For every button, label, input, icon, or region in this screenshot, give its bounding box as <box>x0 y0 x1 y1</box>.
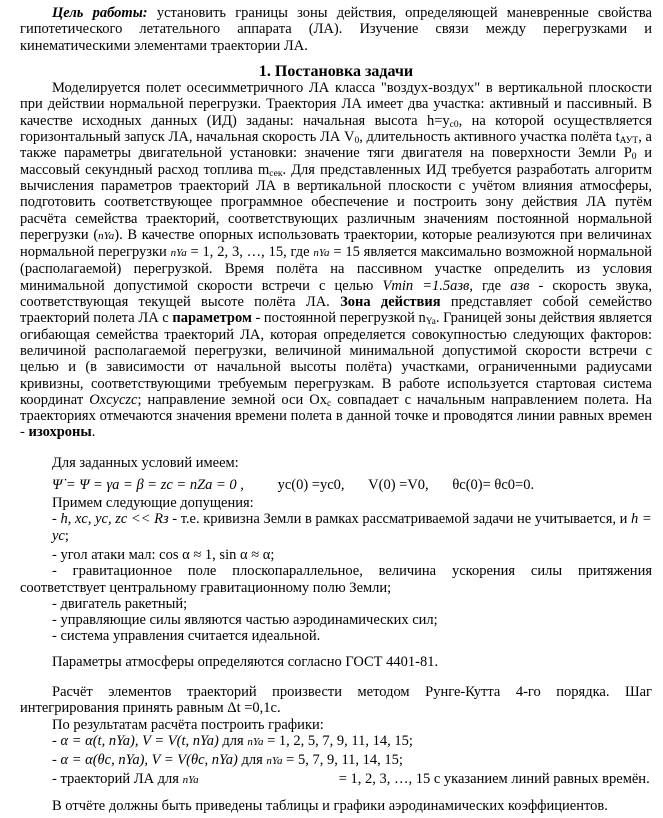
text: . Для представленных ИД требуется разработать алгоритм вычисления параметров траекторий ЛА в вертикальной плоскости с учётом влияния атмосферы, подготовить соответствующее программное обеспечение и построить зону действия ЛА путём расчёта семейства траекторий, соответствующих различным значениям постоянной нормальной перегрузки ( <box>20 161 652 243</box>
bold-term: изохроны <box>28 424 92 441</box>
n-ya: nYa <box>266 755 283 768</box>
assumption-6: - система управления считается идеальной. <box>52 628 321 645</box>
n-ya: nYa <box>170 247 187 260</box>
plots-intro: По результатам расчёта построить графики: <box>52 716 324 733</box>
n-ya: nYa <box>182 774 199 787</box>
math: - α = α(θc, nYa), V = V(θc, nYa) <box>52 752 238 769</box>
plot-item-1 <box>20 733 652 750</box>
text: - постоянной перегрузкой n <box>251 310 426 327</box>
vmin: Vmin =1.5aзв <box>382 277 470 294</box>
subscript: c0 <box>449 119 459 130</box>
section-title: 1. Постановка задачи <box>258 62 414 80</box>
text: совпадает с начальным направлением полета. На траекториях отмечаются значения времени полета в данной точке и проводятся линии равных времен - <box>20 391 652 441</box>
method-text: Расчёт элементов траекторий произвести методом Рунге-Кутта 4-го порядка. Шаг интегрирования принять равным Δt =0,1с. <box>20 683 652 717</box>
text: ; <box>64 527 69 544</box>
goal-label: Цель работы: <box>52 5 148 21</box>
text: . Границей зоны действия является огибающая семейства траекторий ЛА, которая определяется совокупностью следующих факторов: величиной располагаемой перегрузки, величиной минимальной допустимой скорости встречи с целью и (в зависимости от начальной высоты полёта) участками, ограниченными радиусами кривизны, соответствующими требуемым перегрузкам. В работе используется стартовая система координат <box>20 310 652 408</box>
assumption-2: - угол атаки мал: cos α ≈ 1, sin α ≈ α; <box>52 546 275 563</box>
text: , на которой осуществляется горизонтальный запуск ЛА, начальная скорость ЛА V <box>20 112 652 146</box>
bold-term: параметром <box>172 310 252 327</box>
goal-paragraph <box>20 5 652 54</box>
n-ya: nYa <box>98 229 115 242</box>
goal-text: установить границы зоны действия, определяющей маневренные свойства гипотетического летательного аппарата (ЛА). Изучение связи между перегрузками и кинематическими элементами траектории ЛА. <box>20 5 652 54</box>
formula: Ψ̇ = Ψ = γa = β = zc = nZa = 0 , <box>52 477 244 494</box>
subscript: Ya <box>425 317 436 328</box>
text: . <box>91 424 96 441</box>
text: , где <box>469 277 511 294</box>
plot-item-3 <box>20 771 652 788</box>
text: представляет собой семейство траекторий полета ЛА с <box>20 294 652 327</box>
subscript: АУТ <box>619 136 639 147</box>
given-formula-row <box>20 475 652 495</box>
text: для <box>218 732 248 749</box>
assumptions-intro: Примем следующие допущения: <box>52 495 254 512</box>
subscript: 0 <box>354 136 360 147</box>
text: - т.е. кривизна Земли в рамках рассматриваемой задачи не учитывается, и <box>168 511 632 528</box>
math: h = yc <box>52 511 652 544</box>
atmosphere-text: Параметры атмосферы определяются согласно ГОСТ 4401-81. <box>52 653 439 670</box>
subscript: 0 <box>631 152 637 163</box>
coord-system: Oxcyczc <box>89 391 138 408</box>
report-text: В отчёте должны быть приведены таблицы и графики аэродинамических коэффициентов. <box>52 797 608 814</box>
text: = 15 является максимально возможной нормальной (располагаемой) перегрузкой. Время полёта на пассивном участке определить из условия минимальной допустимой скорости встречи с целью <box>20 244 652 294</box>
initial-v: V(0) =V0, <box>368 477 429 494</box>
text: - скорость звука, соответствующая текущей высоте полёта ЛА. <box>20 277 652 311</box>
math: - α = α(t, nYa), V = V(t, nYa) <box>52 732 219 749</box>
text: Моделируется полет осесимметричного ЛА класса "воздух-воздух" в вертикальной плоскости при действии нормальной перегрузки. Траектория ЛА имеет два участка: активный и пассивный. В качестве исходных данных (ИД) заданы: начальная высота h=y <box>20 80 652 129</box>
assumption-5: - управляющие силы являются частью аэродинамических сил; <box>52 612 438 629</box>
bold-term: Зона действия <box>340 294 441 311</box>
text: = 1, 2, 5, 7, 9, 11, 14, 15; <box>263 732 413 749</box>
assumption-4: - двигатель ракетный; <box>52 595 188 612</box>
text: ). В качестве опорных использовать траектории, которые реализуются при величинах нормальной перегрузки <box>20 226 652 261</box>
given-intro: Для заданных условий имеем: <box>52 454 239 471</box>
math: - h, xc, yc, zc << Rз <box>52 511 169 528</box>
assumption-1 <box>20 511 652 544</box>
text: для <box>237 752 267 769</box>
subscript: сек <box>269 168 283 179</box>
initial-theta: θc(0)= θc0=0. <box>452 477 535 494</box>
text: , длительность активного участка полёта t <box>359 129 620 146</box>
text: ; направление земной оси Ox <box>137 391 327 408</box>
text: , а также параметры двигательной установки: значение тяги двигателя на поверхности Земли P <box>20 129 652 162</box>
text: - траекторий ЛА для <box>52 771 183 788</box>
plot-item-2 <box>20 752 652 769</box>
assumption-3: - гравитационное поле плоскопараллельное, величина ускорения силы притяжения соответствует центральному гравитационному полю Земли; <box>20 563 652 596</box>
text: и массовый секундный расход топлива m <box>20 145 652 178</box>
initial-y: yc(0) =yc0, <box>277 477 345 494</box>
a-zv: aзв <box>510 277 530 294</box>
subscript: c <box>326 398 332 409</box>
text: = 1, 2, 3, …, 15 с указанием линий равных времён. <box>338 771 650 788</box>
n-ya: nYa <box>247 735 264 748</box>
problem-paragraph <box>20 80 652 441</box>
text: = 5, 7, 9, 11, 14, 15; <box>282 752 403 769</box>
n-ya: nYa <box>313 247 330 260</box>
text: = 1, 2, 3, …, 15, где <box>186 244 314 261</box>
